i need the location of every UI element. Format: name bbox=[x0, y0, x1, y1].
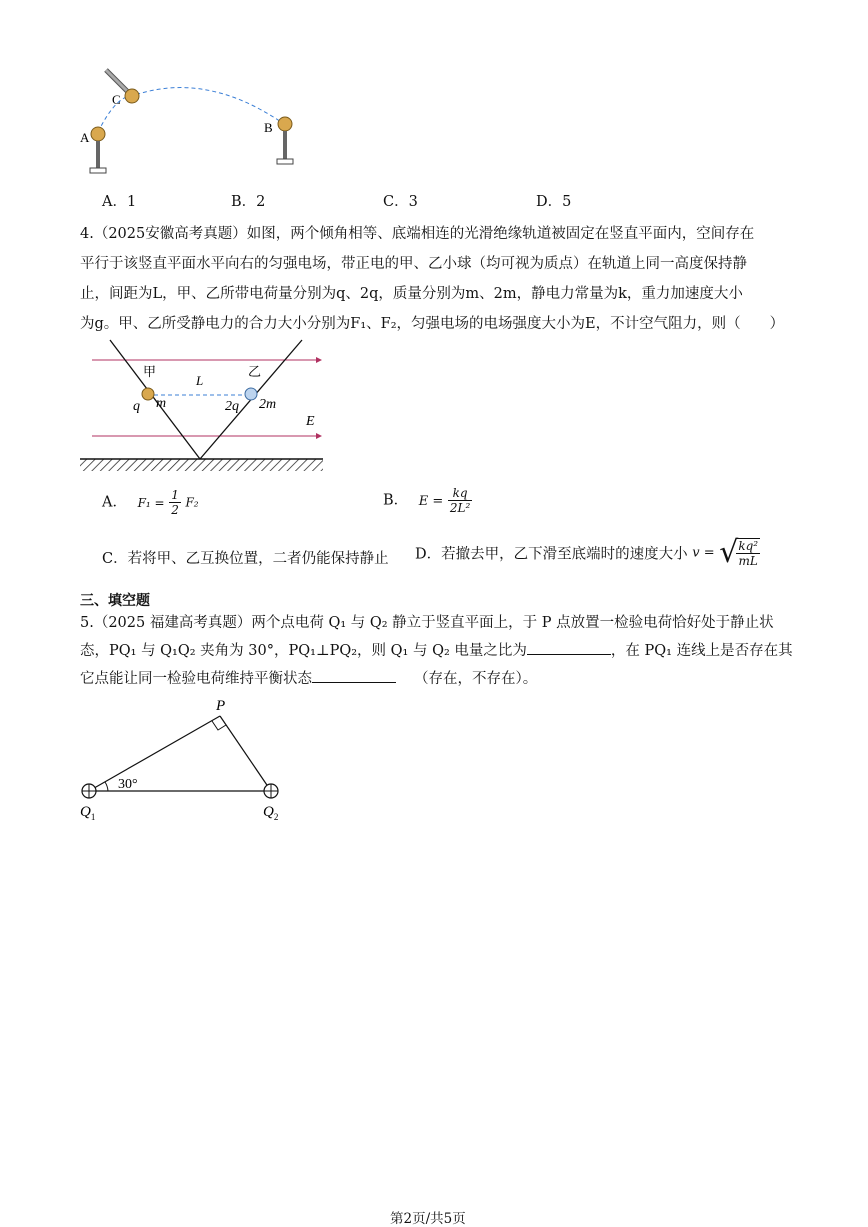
q4-option-a-num: 1 bbox=[171, 488, 179, 502]
q5-line-3b: （存在，不存在）。 bbox=[414, 671, 538, 687]
label-l: L bbox=[196, 373, 204, 388]
section-title: 三、填空题 bbox=[80, 593, 150, 609]
q4-option-d-text: D．若撤去甲，乙下滑至底端时的速度大小 bbox=[415, 546, 688, 563]
q3-option-d: D．5 bbox=[536, 194, 572, 210]
q4-option-d-den: mL bbox=[738, 554, 758, 568]
q5-line-2b: ，在 PQ₁ 连线上是否存在其 bbox=[610, 643, 793, 659]
label-jia: 甲 bbox=[143, 365, 157, 380]
q5-line-2a: 态，PQ₁ 与 Q₁Q₂ 夹角为 30°，PQ₁⊥PQ₂，则 Q₁ 与 Q₂ 电量之比为 bbox=[80, 643, 527, 659]
q4-line-2: 平行于该竖直平面水平向右的匀强电场，带正电的甲、乙小球（均可视为质点）在轨道上同一高度保持静 bbox=[80, 256, 747, 272]
label-c: C bbox=[112, 92, 121, 107]
label-a: A bbox=[80, 130, 90, 145]
label-e: E bbox=[306, 414, 315, 429]
q4-option-d-lhs: v = bbox=[692, 545, 715, 561]
q4-option-b bbox=[383, 486, 472, 515]
q4-option-a-prefix: A． bbox=[102, 494, 127, 511]
sqrt-sign: √ bbox=[719, 535, 739, 570]
q5-line-3 bbox=[80, 667, 537, 688]
q4-line-4: 为g。甲、乙所受静电力的合力大小分别为F₁、F₂，匀强电场的电场强度大小为E，不计空气阻力，则（ ） bbox=[80, 316, 785, 332]
label-q: q bbox=[133, 399, 140, 414]
q4-option-b-den: 2L² bbox=[449, 501, 471, 515]
q4-option-d-num: kq² bbox=[738, 539, 759, 553]
label-2q: 2q bbox=[225, 399, 239, 414]
q4-option-b-num: kq bbox=[448, 486, 472, 501]
q4-option-b-prefix: B． bbox=[383, 492, 409, 509]
q4-option-b-lhs: E = bbox=[418, 493, 444, 509]
q4-line-3: 止，间距为L，甲、乙所带电荷量分别为q、2q，质量分别为m、2m，静电力常量为k，重力加速度大小 bbox=[80, 286, 743, 302]
q4-option-a bbox=[102, 488, 199, 517]
q3-option-b: B．2 bbox=[231, 194, 266, 210]
q5-line-2 bbox=[80, 639, 793, 660]
q4-option-a-den: 2 bbox=[171, 503, 179, 517]
label-q2: $Q_2$ bbox=[263, 804, 279, 822]
label-p: P bbox=[216, 698, 226, 714]
answer-blank-1[interactable] bbox=[527, 642, 611, 655]
answer-blank-2[interactable] bbox=[312, 670, 396, 683]
label-yi: 乙 bbox=[248, 365, 262, 380]
q4-figure bbox=[80, 338, 325, 473]
page-footer: 第2页/共5页 bbox=[390, 1211, 466, 1227]
q5-line-1: 5.（2025 福建高考真题）两个点电荷 Q₁ 与 Q₂ 静立于竖直平面上，于 P 点放置一检验电荷恰好处于静止状 bbox=[80, 615, 774, 631]
q4-option-d bbox=[415, 535, 760, 570]
q5-figure bbox=[78, 694, 288, 824]
label-2m: 2m bbox=[259, 397, 277, 412]
label-b: B bbox=[264, 120, 273, 135]
q5-line-3a: 它点能让同一检验电荷维持平衡状态 bbox=[80, 671, 312, 687]
q3-figure bbox=[76, 66, 306, 178]
q4-line-1: 4.（2025安徽高考真题）如图，两个倾角相等、底端相连的光滑绝缘轨道被固定在竖直平面内，空间存在 bbox=[80, 226, 755, 242]
label-q1: $Q_1$ bbox=[80, 804, 96, 822]
q4-option-c: C．若将甲、乙互换位置，二者仍能保持静止 bbox=[102, 551, 389, 567]
q4-option-a-lhs: F₁ = bbox=[137, 495, 165, 510]
label-m: m bbox=[156, 396, 167, 411]
label-angle: 30° bbox=[118, 777, 138, 792]
q4-option-a-rhs: F₂ bbox=[185, 495, 199, 510]
q3-option-c: C．3 bbox=[383, 194, 418, 210]
q3-option-a: A．1 bbox=[102, 194, 137, 210]
